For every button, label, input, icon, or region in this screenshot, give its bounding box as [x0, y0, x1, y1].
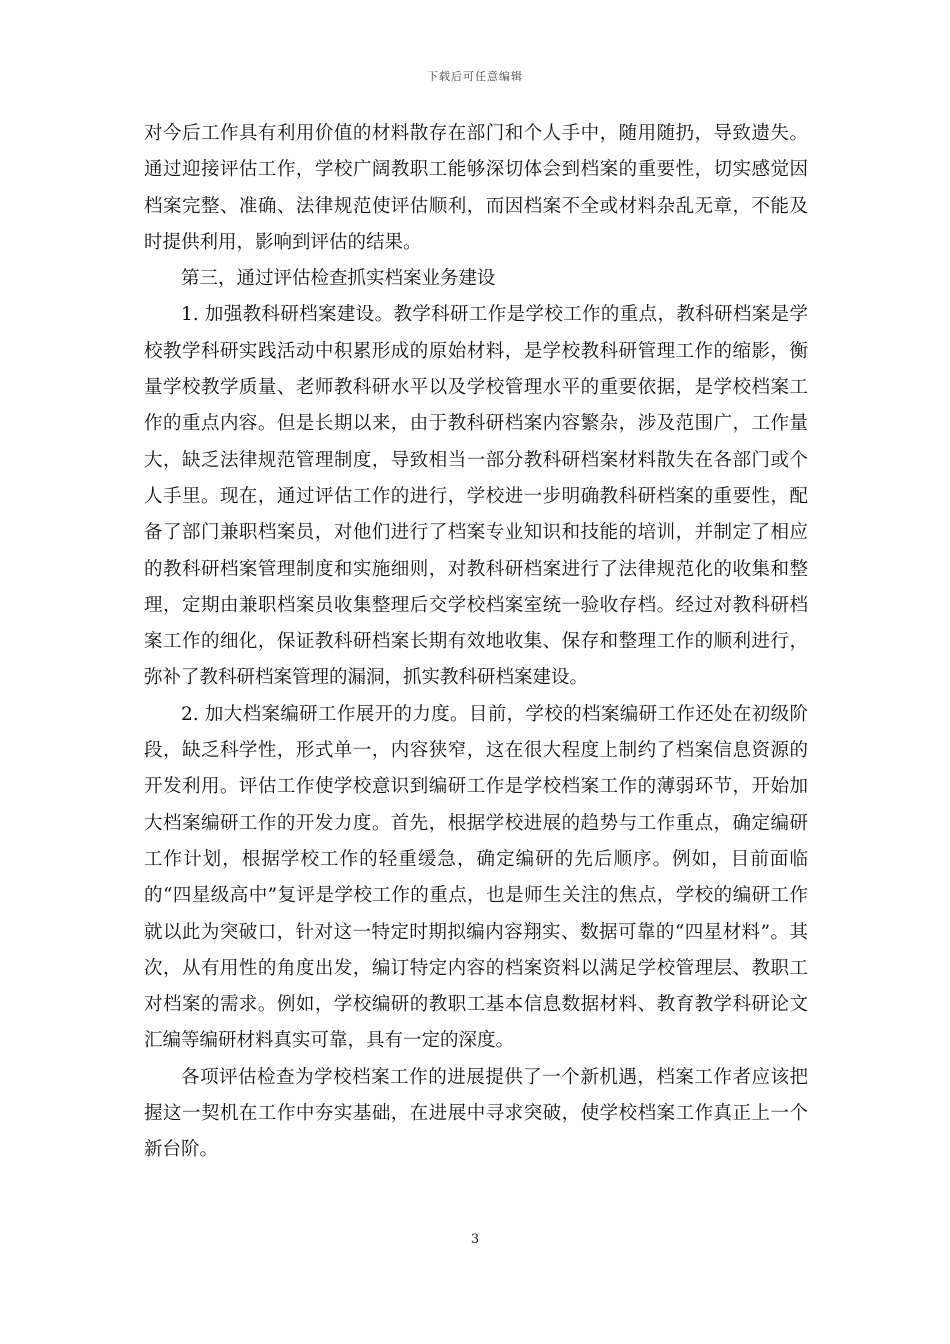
- document-body: [144, 116, 808, 1169]
- paragraph-conclusion: 各项评估检查为学校档案工作的进展提供了一个新机遇，档案工作者应该把握这一契机在工作中夯实基础，在进展中寻求突破，使学校档案工作真正上一个新台阶。: [144, 1066, 808, 1161]
- page-number: 3: [470, 1232, 480, 1247]
- paragraph-item-1: 1. 加强教科研档案建设。教学科研工作是学校工作的重点，教科研档案是学校教学科研实践活动中积累形成的原始材料，是学校教科研管理工作的缩影，衡量学校教学质量、老师教科研水平以及学校管理水平的重要依据，是学校档案工作的重点内容。但是长期以来，由于教科研档案内容繁杂，涉及范围广，工作量大，缺乏法律规范管理制度，导致相当一部分教科研档案材料散失在各部门或个人手里。现在，通过评估工作的进行，学校进一步明确教科研档案的重要性，配备了部门兼职档案员，对他们进行了档案专业知识和技能的培训，并制定了相应的教科研档案管理制度和实施细则，对教科研档案进行了法律规范化的收集和整理，定期由兼职档案员收集整理后交学校档案室统一验收存档。经过对教科研档案工作的细化，保证教科研档案长期有效地收集、保存和整理工作的顺利进行，弥补了教科研档案管理的漏洞，抓实教科研档案建设。: [144, 304, 808, 689]
- page-header: 下载后可任意编辑: [427, 70, 523, 83]
- section-heading: 第三，通过评估检查抓实档案业务建设: [181, 268, 496, 290]
- paragraph-continuation: 对今后工作具有利用价值的材料散存在部门和个人手中，随用随扔，导致遗失。通过迎接评估工作，学校广阔教职工能够深切体会到档案的重要性，切实感觉因档案完整、准确、法律规范使评估顺利，而因档案不全或材料杂乱无章，不能及时提供利用，影响到评估的结果。: [144, 123, 808, 253]
- paragraph-item-2: 2. 加大档案编研工作展开的力度。目前，学校的档案编研工作还处在初级阶段，缺乏科学性，形式单一，内容狭窄，这在很大程度上制约了档案信息资源的开发利用。评估工作使学校意识到编研工作是学校档案工作的薄弱环节，开始加大档案编研工作的开发力度。首先，根据学校进展的趋势与工作重点，确定编研工作计划，根据学校工作的轻重缓急，确定编研的先后顺序。例如，目前面临的“四星级高中”复评是学校工作的重点，也是师生关注的焦点，学校的编研工作就以此为突破口，针对这一特定时期拟编内容翔实、数据可靠的“四星材料”。其次，从有用性的角度出发，编订特定内容的档案资料以满足学校管理层、教职工对档案的需求。例如，学校编研的教职工基本信息数据材料、教育教学科研论文汇编等编研材料真实可靠，具有一定的深度。: [144, 703, 808, 1052]
